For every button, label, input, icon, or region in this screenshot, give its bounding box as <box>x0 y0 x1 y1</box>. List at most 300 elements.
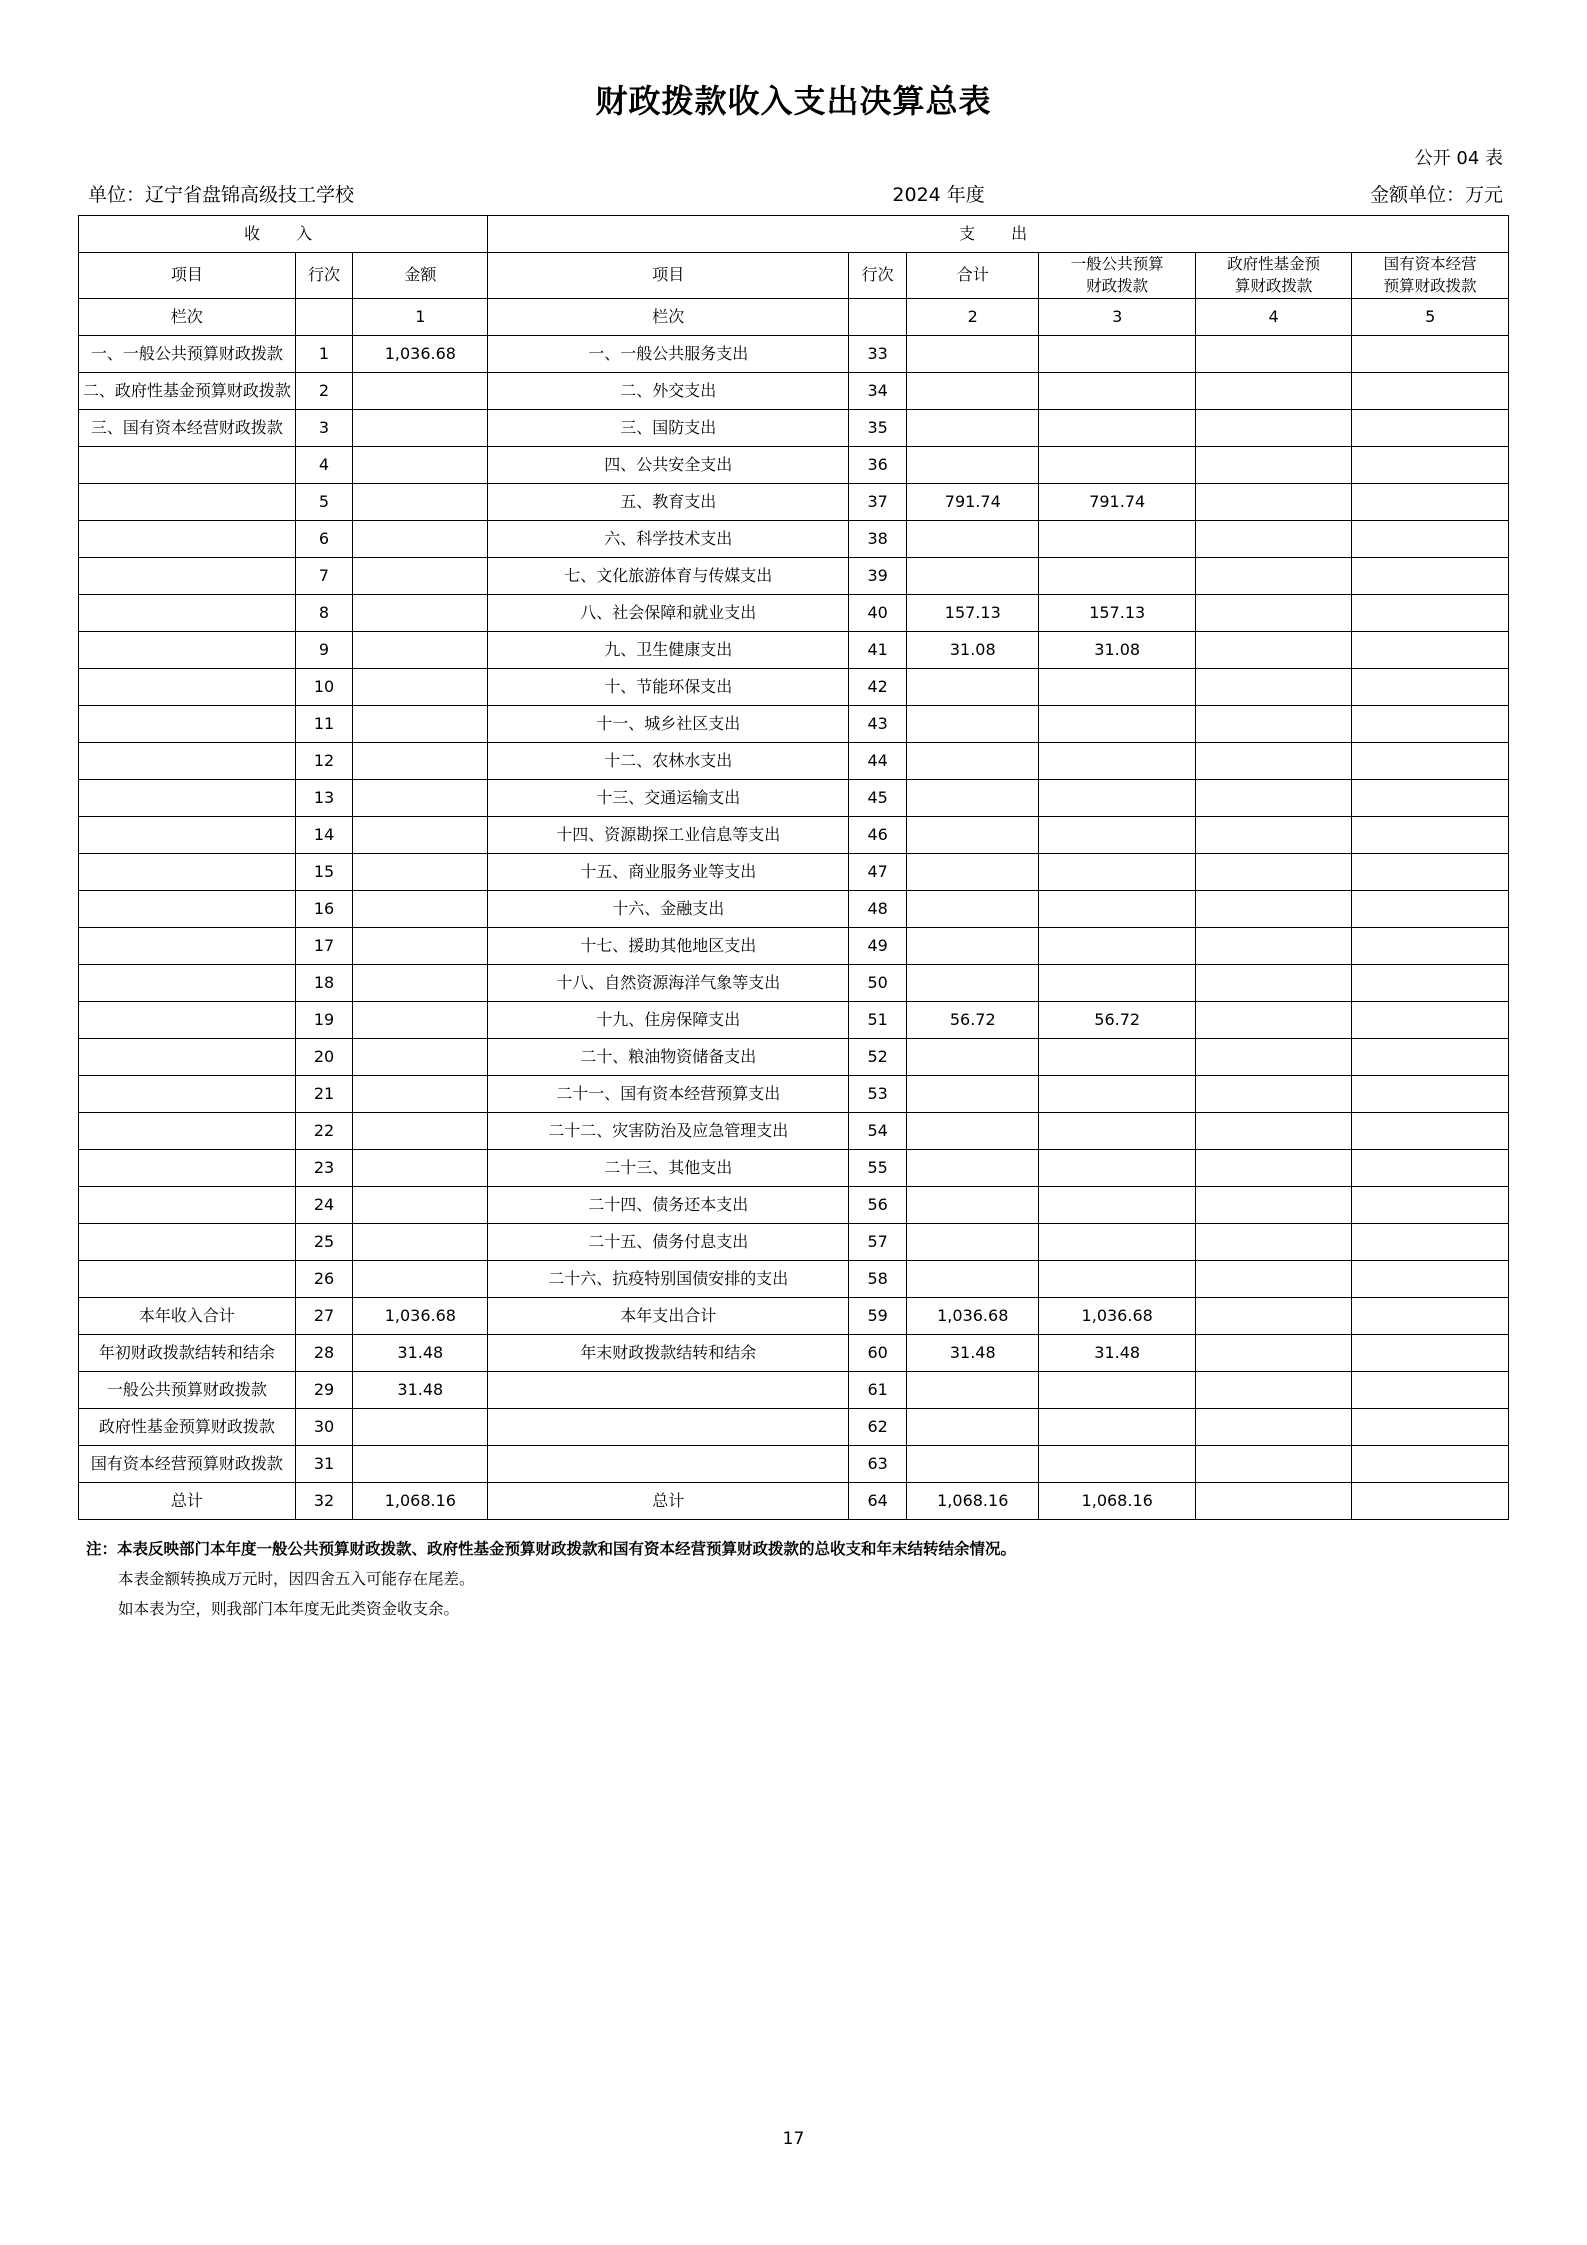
expend-total-cell <box>907 890 1039 927</box>
income-rowno-cell: 2 <box>295 372 353 409</box>
expend-fund-cell <box>1195 705 1351 742</box>
income-amount-cell <box>353 668 488 705</box>
note-1-text: 本表反映部门本年度一般公共预算财政拨款、政府性基金预算财政拨款和国有资本经营预算财政拨款的总收支和年末结转结余情况。 <box>117 1539 1017 1558</box>
income-rowno-cell: 32 <box>295 1482 353 1519</box>
table-row <box>79 1149 1509 1186</box>
expend-total-cell <box>907 668 1039 705</box>
table-row <box>79 742 1509 779</box>
income-rowno-cell: 7 <box>295 557 353 594</box>
expend-fund-cell <box>1195 335 1351 372</box>
income-item-cell <box>79 1260 296 1297</box>
expend-fund-cell <box>1195 483 1351 520</box>
expend-total-cell <box>907 446 1039 483</box>
expend-total-cell: 31.08 <box>907 631 1039 668</box>
table-row <box>79 1001 1509 1038</box>
table-row <box>79 705 1509 742</box>
table-row <box>79 631 1509 668</box>
table-summary-row <box>79 1482 1509 1519</box>
expend-rowno-header: 行次 <box>849 253 907 299</box>
expend-capital-cell <box>1352 1297 1509 1334</box>
expend-rowno-cell: 38 <box>849 520 907 557</box>
table-row <box>79 927 1509 964</box>
expend-capital-header-line2: 预算财政拨款 <box>1383 277 1477 296</box>
expend-item-cell: 十一、城乡社区支出 <box>488 705 849 742</box>
expend-general-header-line1: 一般公共预算 <box>1070 255 1164 273</box>
expend-general-cell <box>1039 1038 1195 1075</box>
income-amount-cell <box>353 742 488 779</box>
expend-capital-cell <box>1352 1334 1509 1371</box>
expend-capital-cell <box>1352 1445 1509 1482</box>
income-rowno-cell: 16 <box>295 890 353 927</box>
expend-capital-cell <box>1352 853 1509 890</box>
income-rowno-cell: 24 <box>295 1186 353 1223</box>
expend-general-cell <box>1039 446 1195 483</box>
expend-fund-cell <box>1195 1334 1351 1371</box>
expend-fund-header-line1: 政府性基金预 <box>1227 255 1321 273</box>
income-item-cell <box>79 890 296 927</box>
notes-label: 注： <box>86 1539 118 1558</box>
expend-rowno-cell: 46 <box>849 816 907 853</box>
income-amount-cell <box>353 779 488 816</box>
expend-item-cell: 本年支出合计 <box>488 1297 849 1334</box>
income-item-cell: 年初财政拨款结转和结余 <box>79 1334 296 1371</box>
expend-capital-cell <box>1352 1038 1509 1075</box>
income-amount-cell <box>353 520 488 557</box>
expend-rowno-cell: 50 <box>849 964 907 1001</box>
income-amount-cell <box>353 853 488 890</box>
income-rowno-cell: 1 <box>295 335 353 372</box>
expend-general-cell: 56.72 <box>1039 1001 1195 1038</box>
expend-capital-cell <box>1352 668 1509 705</box>
expend-total-cell <box>907 705 1039 742</box>
page-title: 财政拨款收入支出决算总表 <box>595 82 992 120</box>
income-rowno-cell: 9 <box>295 631 353 668</box>
expend-fund-header <box>1195 253 1351 299</box>
expend-general-cell: 31.48 <box>1039 1334 1195 1371</box>
income-item-cell <box>79 816 296 853</box>
expend-item-cell: 十九、住房保障支出 <box>488 1001 849 1038</box>
expend-fund-cell <box>1195 1112 1351 1149</box>
expend-general-cell <box>1039 1075 1195 1112</box>
expend-general-cell <box>1039 1445 1195 1482</box>
expend-capital-cell <box>1352 779 1509 816</box>
income-amount-header: 金额 <box>353 253 488 299</box>
expend-rowno-cell: 40 <box>849 594 907 631</box>
expend-capital-cell <box>1352 927 1509 964</box>
expend-general-cell <box>1039 890 1195 927</box>
income-rowno-cell: 21 <box>295 1075 353 1112</box>
income-amount-cell <box>353 1001 488 1038</box>
expend-item-cell: 三、国防支出 <box>488 409 849 446</box>
expend-fund-cell <box>1195 1408 1351 1445</box>
income-item-cell: 一般公共预算财政拨款 <box>79 1371 296 1408</box>
expend-rowno-cell: 59 <box>849 1297 907 1334</box>
table-row <box>79 1223 1509 1260</box>
expend-capital-cell <box>1352 1149 1509 1186</box>
income-rowno-cell: 31 <box>295 1445 353 1482</box>
income-rowno-cell: 8 <box>295 594 353 631</box>
table-colnum-row <box>79 298 1509 335</box>
expend-capital-cell <box>1352 520 1509 557</box>
income-item-cell <box>79 1001 296 1038</box>
expend-rowno-cell: 36 <box>849 446 907 483</box>
expend-item-cell: 九、卫生健康支出 <box>488 631 849 668</box>
expend-general-cell <box>1039 557 1195 594</box>
expend-item-cell: 六、科学技术支出 <box>488 520 849 557</box>
expend-capital-cell <box>1352 1186 1509 1223</box>
income-amount-cell <box>353 1260 488 1297</box>
expend-rowno-cell: 41 <box>849 631 907 668</box>
expend-colnum-label: 栏次 <box>488 298 849 335</box>
income-rowno-cell: 6 <box>295 520 353 557</box>
expend-capital-cell <box>1352 742 1509 779</box>
expend-general-header-line2: 财政拨款 <box>1086 277 1149 296</box>
table-summary-row <box>79 1408 1509 1445</box>
expend-item-header: 项目 <box>488 253 849 299</box>
expend-rowno-cell: 53 <box>849 1075 907 1112</box>
table-row <box>79 779 1509 816</box>
expend-capital-cell <box>1352 372 1509 409</box>
expend-general-cell <box>1039 1260 1195 1297</box>
expend-item-cell: 十二、农林水支出 <box>488 742 849 779</box>
income-amount-cell <box>353 631 488 668</box>
table-row <box>79 1112 1509 1149</box>
expend-fund-cell <box>1195 927 1351 964</box>
expend-total-cell <box>907 1038 1039 1075</box>
table-row <box>79 890 1509 927</box>
income-item-cell <box>79 964 296 1001</box>
expend-item-cell: 五、教育支出 <box>488 483 849 520</box>
expend-fund-cell <box>1195 779 1351 816</box>
income-amount-cell: 31.48 <box>353 1334 488 1371</box>
expend-fund-cell <box>1195 631 1351 668</box>
expend-fund-cell <box>1195 1001 1351 1038</box>
income-rowno-cell: 12 <box>295 742 353 779</box>
expend-fund-cell <box>1195 742 1351 779</box>
expend-rowno-cell: 56 <box>849 1186 907 1223</box>
expend-item-cell: 七、文化旅游体育与传媒支出 <box>488 557 849 594</box>
income-amount-cell: 31.48 <box>353 1371 488 1408</box>
expend-total-cell: 56.72 <box>907 1001 1039 1038</box>
table-row <box>79 668 1509 705</box>
expend-general-header <box>1039 253 1195 299</box>
income-item-cell: 一、一般公共预算财政拨款 <box>79 335 296 372</box>
expend-total-cell <box>907 816 1039 853</box>
expend-total-cell <box>907 1149 1039 1186</box>
expend-total-cell <box>907 1371 1039 1408</box>
budget-table <box>78 215 1509 1520</box>
income-rowno-cell: 15 <box>295 853 353 890</box>
income-amount-cell <box>353 446 488 483</box>
expend-fund-cell <box>1195 409 1351 446</box>
expend-fund-cell <box>1195 1038 1351 1075</box>
expend-rowno-cell: 37 <box>849 483 907 520</box>
expend-general-cell: 791.74 <box>1039 483 1195 520</box>
table-row <box>79 372 1509 409</box>
income-amount-cell <box>353 1223 488 1260</box>
expend-general-cell <box>1039 1112 1195 1149</box>
meta-row <box>78 180 1509 207</box>
income-amount-cell <box>353 816 488 853</box>
expend-total-cell <box>907 520 1039 557</box>
income-amount-cell <box>353 372 488 409</box>
income-amount-cell <box>353 1038 488 1075</box>
expend-rowno-cell: 43 <box>849 705 907 742</box>
expend-fund-cell <box>1195 446 1351 483</box>
income-rowno-cell: 10 <box>295 668 353 705</box>
expend-capital-cell <box>1352 890 1509 927</box>
income-item-cell <box>79 557 296 594</box>
income-rowno-cell: 26 <box>295 1260 353 1297</box>
income-colnum-label: 栏次 <box>79 298 296 335</box>
income-item-cell: 二、政府性基金预算财政拨款 <box>79 372 296 409</box>
expend-capital-cell <box>1352 705 1509 742</box>
expend-general-cell <box>1039 1149 1195 1186</box>
income-rowno-cell: 20 <box>295 1038 353 1075</box>
income-colnum-1: 1 <box>353 298 488 335</box>
expend-fund-cell <box>1195 816 1351 853</box>
income-rowno-cell: 29 <box>295 1371 353 1408</box>
expend-fund-cell <box>1195 1482 1351 1519</box>
expend-total-cell <box>907 1186 1039 1223</box>
table-row <box>79 964 1509 1001</box>
expend-general-cell <box>1039 520 1195 557</box>
table-row <box>79 1075 1509 1112</box>
expend-rowno-cell: 49 <box>849 927 907 964</box>
unit-label: 单位：辽宁省盘锦高级技工学校 <box>88 184 355 206</box>
expend-colnum-3: 3 <box>1039 298 1195 335</box>
expend-item-cell: 二十二、灾害防治及应急管理支出 <box>488 1112 849 1149</box>
page-number: 17 <box>782 2129 805 2149</box>
expend-item-cell: 总计 <box>488 1482 849 1519</box>
expend-general-cell <box>1039 853 1195 890</box>
income-rowno-cell: 27 <box>295 1297 353 1334</box>
expend-total-cell <box>907 372 1039 409</box>
expend-rowno-cell: 48 <box>849 890 907 927</box>
expend-capital-cell <box>1352 631 1509 668</box>
expend-total-cell: 791.74 <box>907 483 1039 520</box>
expend-item-cell: 十七、援助其他地区支出 <box>488 927 849 964</box>
note-line-1 <box>78 1534 1509 1564</box>
expend-capital-cell <box>1352 1075 1509 1112</box>
expend-fund-cell <box>1195 520 1351 557</box>
expend-item-cell: 八、社会保障和就业支出 <box>488 594 849 631</box>
expend-item-cell: 二、外交支出 <box>488 372 849 409</box>
expend-fund-cell <box>1195 1371 1351 1408</box>
expend-rowno-cell: 33 <box>849 335 907 372</box>
expend-rowno-cell: 39 <box>849 557 907 594</box>
expend-capital-cell <box>1352 1371 1509 1408</box>
expend-colnum-4: 4 <box>1195 298 1351 335</box>
table-row <box>79 1260 1509 1297</box>
income-amount-cell <box>353 705 488 742</box>
income-amount-cell: 1,036.68 <box>353 1297 488 1334</box>
expend-fund-cell <box>1195 1445 1351 1482</box>
expend-general-cell: 157.13 <box>1039 594 1195 631</box>
expend-capital-cell <box>1352 409 1509 446</box>
expend-colnum-2: 2 <box>907 298 1039 335</box>
expend-fund-cell <box>1195 1075 1351 1112</box>
expend-rowno-cell: 45 <box>849 779 907 816</box>
expend-total-cell <box>907 964 1039 1001</box>
expend-capital-cell <box>1352 483 1509 520</box>
expend-capital-cell <box>1352 1001 1509 1038</box>
expend-fund-cell <box>1195 1260 1351 1297</box>
expend-total-cell <box>907 779 1039 816</box>
table-row <box>79 335 1509 372</box>
expend-total-cell: 1,068.16 <box>907 1482 1039 1519</box>
expend-total-cell <box>907 1112 1039 1149</box>
income-rowno-cell: 18 <box>295 964 353 1001</box>
expend-general-cell <box>1039 1371 1195 1408</box>
income-rowno-cell: 3 <box>295 409 353 446</box>
income-amount-cell <box>353 483 488 520</box>
income-amount-cell <box>353 964 488 1001</box>
income-rowno-cell: 5 <box>295 483 353 520</box>
expend-fund-cell <box>1195 594 1351 631</box>
income-amount-cell: 1,036.68 <box>353 335 488 372</box>
table-row <box>79 520 1509 557</box>
expend-item-cell: 二十六、抗疫特别国债安排的支出 <box>488 1260 849 1297</box>
expend-general-cell <box>1039 335 1195 372</box>
expend-item-cell: 十、节能环保支出 <box>488 668 849 705</box>
income-item-cell <box>79 779 296 816</box>
expend-total-cell <box>907 1223 1039 1260</box>
income-item-cell <box>79 1149 296 1186</box>
expend-rowno-cell: 42 <box>849 668 907 705</box>
income-group-header: 收 入 <box>79 216 488 253</box>
expend-fund-cell <box>1195 372 1351 409</box>
expend-capital-header-line1: 国有资本经营 <box>1383 255 1477 273</box>
expend-total-cell: 31.48 <box>907 1334 1039 1371</box>
amount-unit: 金额单位：万元 <box>1369 184 1503 206</box>
expend-rowno-cell: 64 <box>849 1482 907 1519</box>
note-line-3: 如本表为空，则我部门本年度无此类资金收支余。 <box>118 1600 460 1619</box>
expend-rowno-cell: 61 <box>849 1371 907 1408</box>
expend-fund-cell <box>1195 890 1351 927</box>
table-row <box>79 483 1509 520</box>
income-rowno-cell: 4 <box>295 446 353 483</box>
expend-total-cell <box>907 742 1039 779</box>
expend-capital-cell <box>1352 335 1509 372</box>
expend-item-cell: 二十一、国有资本经营预算支出 <box>488 1075 849 1112</box>
expend-item-cell: 一、一般公共服务支出 <box>488 335 849 372</box>
income-item-cell <box>79 1038 296 1075</box>
income-amount-cell: 1,068.16 <box>353 1482 488 1519</box>
table-row <box>79 816 1509 853</box>
income-rowno-header: 行次 <box>295 253 353 299</box>
expend-rowno-cell: 63 <box>849 1445 907 1482</box>
expend-general-cell <box>1039 409 1195 446</box>
table-row <box>79 557 1509 594</box>
income-item-cell <box>79 1075 296 1112</box>
notes-block <box>78 1534 1509 1625</box>
income-item-cell: 三、国有资本经营财政拨款 <box>79 409 296 446</box>
expend-fund-cell <box>1195 668 1351 705</box>
income-colnum-blank <box>295 298 353 335</box>
expend-fund-cell <box>1195 1149 1351 1186</box>
expend-capital-header <box>1352 253 1509 299</box>
income-rowno-cell: 14 <box>295 816 353 853</box>
expend-fund-cell <box>1195 1223 1351 1260</box>
income-item-cell <box>79 705 296 742</box>
expend-capital-cell <box>1352 964 1509 1001</box>
expend-rowno-cell: 62 <box>849 1408 907 1445</box>
income-item-cell <box>79 668 296 705</box>
table-summary-row <box>79 1297 1509 1334</box>
expend-rowno-cell: 57 <box>849 1223 907 1260</box>
income-item-cell <box>79 631 296 668</box>
expend-general-cell <box>1039 1186 1195 1223</box>
table-summary-row <box>79 1371 1509 1408</box>
expend-capital-cell <box>1352 1112 1509 1149</box>
income-rowno-cell: 22 <box>295 1112 353 1149</box>
income-item-header: 项目 <box>79 253 296 299</box>
expend-capital-cell <box>1352 816 1509 853</box>
income-item-cell <box>79 520 296 557</box>
expend-item-cell: 十六、金融支出 <box>488 890 849 927</box>
income-amount-cell <box>353 1112 488 1149</box>
expend-item-cell: 十三、交通运输支出 <box>488 779 849 816</box>
income-item-cell: 总计 <box>79 1482 296 1519</box>
income-item-cell <box>79 927 296 964</box>
note-line-2: 本表金额转换成万元时，因四舍五入可能存在尾差。 <box>118 1570 475 1589</box>
expend-total-cell <box>907 1075 1039 1112</box>
expend-total-cell: 1,036.68 <box>907 1297 1039 1334</box>
expend-item-cell: 二十四、债务还本支出 <box>488 1186 849 1223</box>
income-item-cell <box>79 446 296 483</box>
expend-item-cell: 年末财政拨款结转和结余 <box>488 1334 849 1371</box>
expend-general-cell <box>1039 964 1195 1001</box>
expend-rowno-cell: 52 <box>849 1038 907 1075</box>
expend-total-cell <box>907 409 1039 446</box>
expend-total-cell <box>907 1408 1039 1445</box>
expend-total-cell: 157.13 <box>907 594 1039 631</box>
expend-item-cell: 十四、资源勘探工业信息等支出 <box>488 816 849 853</box>
expend-group-header: 支 出 <box>488 216 1509 253</box>
income-item-cell <box>79 1112 296 1149</box>
income-rowno-cell: 17 <box>295 927 353 964</box>
expend-rowno-cell: 44 <box>849 742 907 779</box>
table-row <box>79 409 1509 446</box>
table-row <box>79 1186 1509 1223</box>
income-item-cell: 国有资本经营预算财政拨款 <box>79 1445 296 1482</box>
income-rowno-cell: 13 <box>295 779 353 816</box>
expend-item-cell: 二十五、债务付息支出 <box>488 1223 849 1260</box>
income-rowno-cell: 28 <box>295 1334 353 1371</box>
expend-rowno-cell: 55 <box>849 1149 907 1186</box>
income-rowno-cell: 30 <box>295 1408 353 1445</box>
income-amount-cell <box>353 1149 488 1186</box>
expend-fund-cell <box>1195 1297 1351 1334</box>
expend-capital-cell <box>1352 594 1509 631</box>
expend-item-cell: 二十三、其他支出 <box>488 1149 849 1186</box>
income-amount-cell <box>353 890 488 927</box>
income-amount-cell <box>353 1075 488 1112</box>
expend-rowno-cell: 58 <box>849 1260 907 1297</box>
expend-capital-cell <box>1352 557 1509 594</box>
expend-capital-cell <box>1352 446 1509 483</box>
expend-general-cell <box>1039 1223 1195 1260</box>
expend-total-cell <box>907 1260 1039 1297</box>
expend-rowno-cell: 51 <box>849 1001 907 1038</box>
income-amount-cell <box>353 409 488 446</box>
income-item-cell: 政府性基金预算财政拨款 <box>79 1408 296 1445</box>
form-code: 公开 04 表 <box>1414 148 1503 169</box>
expend-fund-cell <box>1195 964 1351 1001</box>
expend-general-cell <box>1039 742 1195 779</box>
expend-item-cell: 二十、粮油物资储备支出 <box>488 1038 849 1075</box>
